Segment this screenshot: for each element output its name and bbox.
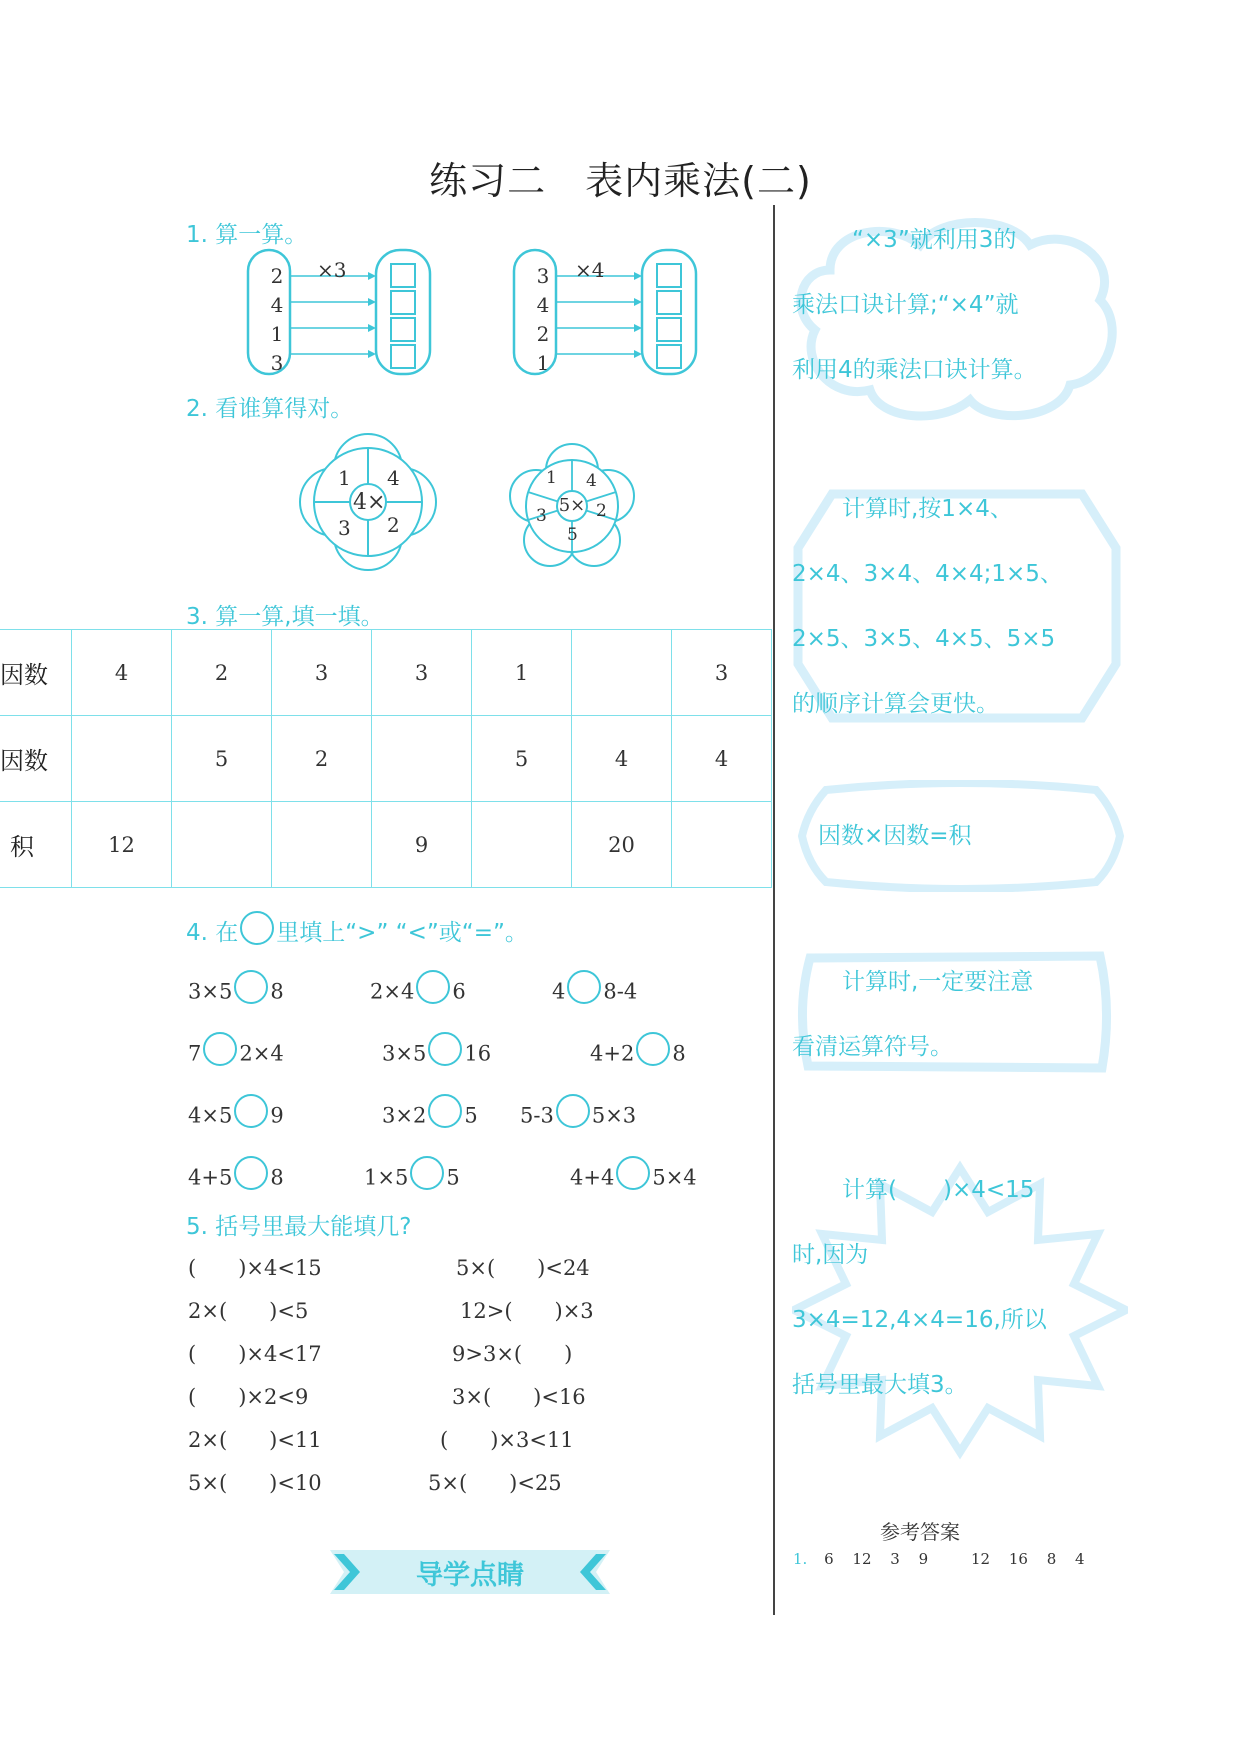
fill-item[interactable]: 2×( )<11 bbox=[188, 1428, 322, 1452]
flower-5-petal: 2 bbox=[596, 501, 607, 521]
row-label: 因数 bbox=[0, 716, 72, 802]
compare-left: 4×5 bbox=[188, 1103, 233, 1128]
fill-item[interactable]: 12>( )×3 bbox=[460, 1299, 594, 1323]
tip-line: 计算( )×4<15 bbox=[842, 1177, 1035, 1203]
compare-circle[interactable] bbox=[234, 1094, 268, 1128]
compare-left: 3×5 bbox=[382, 1041, 427, 1066]
compare-left: 4+5 bbox=[188, 1165, 233, 1190]
q1-right-inputs bbox=[534, 262, 552, 378]
q1-right-input: 3 bbox=[536, 264, 550, 288]
table-cell[interactable]: 9 bbox=[372, 802, 472, 888]
table-cell[interactable]: 3 bbox=[372, 630, 472, 716]
answers-line bbox=[793, 1550, 1085, 1568]
answer-item: 12 bbox=[852, 1550, 872, 1568]
q1-right-input: 4 bbox=[536, 293, 550, 317]
flower-4-petal: 3 bbox=[338, 516, 351, 540]
compare-right: 5 bbox=[464, 1103, 478, 1128]
q1-left-input: 4 bbox=[270, 293, 284, 317]
table-cell[interactable]: 3 bbox=[672, 630, 772, 716]
compare-item bbox=[590, 1038, 686, 1072]
factor-table bbox=[0, 629, 772, 888]
tip-line: 看清运算符号。 bbox=[792, 1034, 953, 1060]
tip-line: 的顺序计算会更快。 bbox=[792, 691, 999, 717]
q1-left-input: 2 bbox=[270, 264, 284, 288]
tip-line: 利用4的乘法口诀计算。 bbox=[792, 357, 1037, 383]
tip-multiplication-table bbox=[792, 208, 1122, 403]
table-cell[interactable] bbox=[272, 802, 372, 888]
q1-right-operator: ×4 bbox=[575, 258, 605, 282]
fill-item[interactable]: 5×( )<25 bbox=[428, 1471, 562, 1495]
q4-heading bbox=[186, 914, 528, 951]
compare-circle[interactable] bbox=[234, 1156, 268, 1190]
tip-line: 因数×因数=积 bbox=[818, 823, 972, 849]
answers-heading: 参考答案 bbox=[880, 1520, 960, 1544]
fill-item[interactable]: ( )×3<11 bbox=[440, 1428, 574, 1452]
fill-item[interactable]: 5×( )<24 bbox=[456, 1256, 590, 1280]
compare-left: 3×5 bbox=[188, 979, 233, 1004]
tip-order bbox=[792, 477, 1122, 737]
tip-line: 乘法口诀计算;“×4”就 bbox=[792, 292, 1019, 318]
answer-item: 1. bbox=[793, 1550, 808, 1568]
compare-right: 8-4 bbox=[603, 979, 638, 1004]
table-row bbox=[0, 630, 772, 716]
compare-item bbox=[188, 1038, 284, 1072]
q4-heading-pre: 4. 在 bbox=[186, 920, 239, 946]
flower-4-petal: 1 bbox=[338, 466, 351, 490]
compare-right: 16 bbox=[464, 1041, 492, 1066]
compare-item bbox=[520, 1100, 636, 1134]
q3-heading: 3. 算一算,填一填。 bbox=[186, 604, 384, 630]
q4-heading-post: 里填上“>” “<”或“=”。 bbox=[276, 920, 528, 946]
tip-line: 3×4=12,4×4=16,所以 bbox=[792, 1307, 1047, 1333]
tip-line: “×3”就利用3的 bbox=[852, 227, 1017, 253]
compare-circle[interactable] bbox=[567, 970, 601, 1004]
answer-item: 4 bbox=[1075, 1550, 1085, 1568]
compare-right: 8 bbox=[270, 979, 284, 1004]
fill-item[interactable]: ( )×2<9 bbox=[188, 1385, 309, 1409]
tip-line: 括号里最大填3。 bbox=[792, 1372, 968, 1398]
tip-line: 计算时,一定要注意 bbox=[842, 969, 1034, 995]
compare-right: 5 bbox=[446, 1165, 460, 1190]
q1-left-inputs bbox=[268, 262, 286, 378]
compare-item bbox=[552, 976, 637, 1010]
compare-right: 8 bbox=[270, 1165, 284, 1190]
q1-right-input: 2 bbox=[536, 322, 550, 346]
compare-circle[interactable] bbox=[428, 1032, 462, 1066]
compare-circle[interactable] bbox=[234, 970, 268, 1004]
answer-item: 8 bbox=[1046, 1550, 1057, 1568]
table-cell[interactable]: 5 bbox=[172, 716, 272, 802]
table-cell[interactable]: 4 bbox=[72, 630, 172, 716]
circle-blank-icon bbox=[240, 911, 274, 945]
fill-item[interactable]: ( )×4<17 bbox=[188, 1342, 322, 1366]
compare-item bbox=[370, 976, 466, 1010]
tip-max-fill bbox=[792, 1158, 1122, 1418]
table-cell[interactable] bbox=[72, 716, 172, 802]
tip-line: 计算时,按1×4、 bbox=[842, 496, 1013, 522]
row-label: 积 bbox=[0, 802, 72, 888]
banner-title: 导学点睛 bbox=[416, 1560, 524, 1591]
flower-5-petal: 4 bbox=[586, 471, 597, 491]
table-cell[interactable]: 12 bbox=[72, 802, 172, 888]
flower-5-petal: 5 bbox=[567, 525, 578, 545]
compare-left: 4 bbox=[552, 979, 566, 1004]
compare-left: 7 bbox=[188, 1041, 202, 1066]
compare-item bbox=[570, 1162, 697, 1196]
q5-heading: 5. 括号里最大能填几? bbox=[186, 1214, 412, 1240]
row-label: 因数 bbox=[0, 630, 72, 716]
compare-circle[interactable] bbox=[410, 1156, 444, 1190]
answer-item: 6 bbox=[824, 1550, 834, 1568]
compare-circle[interactable] bbox=[203, 1032, 237, 1066]
answer-item: 9 bbox=[918, 1550, 929, 1568]
compare-right: 2×4 bbox=[239, 1041, 284, 1066]
tip-operators bbox=[792, 950, 1122, 1080]
table-cell[interactable] bbox=[172, 802, 272, 888]
compare-left: 1×5 bbox=[364, 1165, 409, 1190]
compare-item bbox=[364, 1162, 460, 1196]
table-cell[interactable]: 2 bbox=[172, 630, 272, 716]
compare-left: 4+2 bbox=[590, 1041, 635, 1066]
table-row bbox=[0, 802, 772, 888]
q1-right-input: 1 bbox=[536, 351, 550, 375]
table-cell[interactable]: 2 bbox=[272, 716, 372, 802]
table-cell[interactable] bbox=[672, 802, 772, 888]
compare-right: 5×3 bbox=[591, 1103, 637, 1128]
q1-left-input: 3 bbox=[270, 351, 284, 375]
compare-left: 2×4 bbox=[370, 979, 415, 1004]
table-cell[interactable]: 4 bbox=[572, 716, 672, 802]
tip-formula bbox=[818, 804, 1118, 869]
compare-item bbox=[188, 1162, 284, 1196]
table-cell[interactable] bbox=[472, 802, 572, 888]
compare-item bbox=[188, 1100, 284, 1134]
flower-4-center: 4× bbox=[353, 490, 386, 515]
flower-4-petal: 2 bbox=[387, 513, 400, 537]
fill-item[interactable]: 5×( )<10 bbox=[188, 1471, 322, 1495]
tip-line: 2×4、3×4、4×4;1×5、 bbox=[792, 561, 1063, 587]
compare-right: 5×4 bbox=[652, 1165, 697, 1190]
answer-item: 12 bbox=[970, 1550, 991, 1568]
table-cell[interactable] bbox=[372, 716, 472, 802]
compare-circle[interactable] bbox=[416, 970, 450, 1004]
compare-circle[interactable] bbox=[616, 1156, 650, 1190]
tip-line: 2×5、3×5、4×5、5×5 bbox=[792, 626, 1056, 652]
tip-line: 时,因为 bbox=[792, 1242, 869, 1268]
page-title: 练习二 表内乘法(二) bbox=[429, 159, 812, 203]
column-divider bbox=[773, 205, 775, 1615]
flower-5-center: 5× bbox=[558, 495, 586, 516]
compare-left: 3×2 bbox=[382, 1103, 427, 1128]
compare-left: 5-3 bbox=[520, 1103, 554, 1128]
table-cell[interactable]: 1 bbox=[472, 630, 572, 716]
flower-5-petal: 3 bbox=[536, 506, 547, 526]
q1-heading: 1. 算一算。 bbox=[186, 222, 308, 248]
q2-heading: 2. 看谁算得对。 bbox=[186, 396, 354, 422]
compare-item bbox=[382, 1100, 478, 1134]
fill-item[interactable]: 2×( )<5 bbox=[188, 1299, 309, 1323]
compare-right: 6 bbox=[452, 979, 466, 1004]
fill-item[interactable]: 3×( )<16 bbox=[452, 1385, 586, 1409]
answer-item: 16 bbox=[1008, 1550, 1028, 1568]
table-cell[interactable] bbox=[572, 630, 672, 716]
compare-circle[interactable] bbox=[556, 1094, 590, 1128]
q1-left-operator: ×3 bbox=[317, 258, 347, 282]
compare-right: 9 bbox=[270, 1103, 284, 1128]
table-cell[interactable]: 5 bbox=[472, 716, 572, 802]
fill-item[interactable]: 9>3×( ) bbox=[452, 1342, 573, 1366]
flower-5-petal: 1 bbox=[546, 468, 557, 488]
compare-circle[interactable] bbox=[428, 1094, 462, 1128]
answer-item: 3 bbox=[890, 1550, 900, 1568]
compare-right: 8 bbox=[672, 1041, 686, 1066]
compare-item bbox=[382, 1038, 491, 1072]
q1-left-input: 1 bbox=[270, 322, 284, 346]
table-cell[interactable]: 3 bbox=[272, 630, 372, 716]
compare-left: 4+4 bbox=[570, 1165, 615, 1190]
flower-4-petal: 4 bbox=[387, 466, 400, 490]
compare-circle[interactable] bbox=[636, 1032, 670, 1066]
compare-item bbox=[188, 976, 284, 1010]
table-row bbox=[0, 716, 772, 802]
table-cell[interactable]: 20 bbox=[572, 802, 672, 888]
table-cell[interactable]: 4 bbox=[672, 716, 772, 802]
fill-item[interactable]: ( )×4<15 bbox=[188, 1256, 322, 1280]
